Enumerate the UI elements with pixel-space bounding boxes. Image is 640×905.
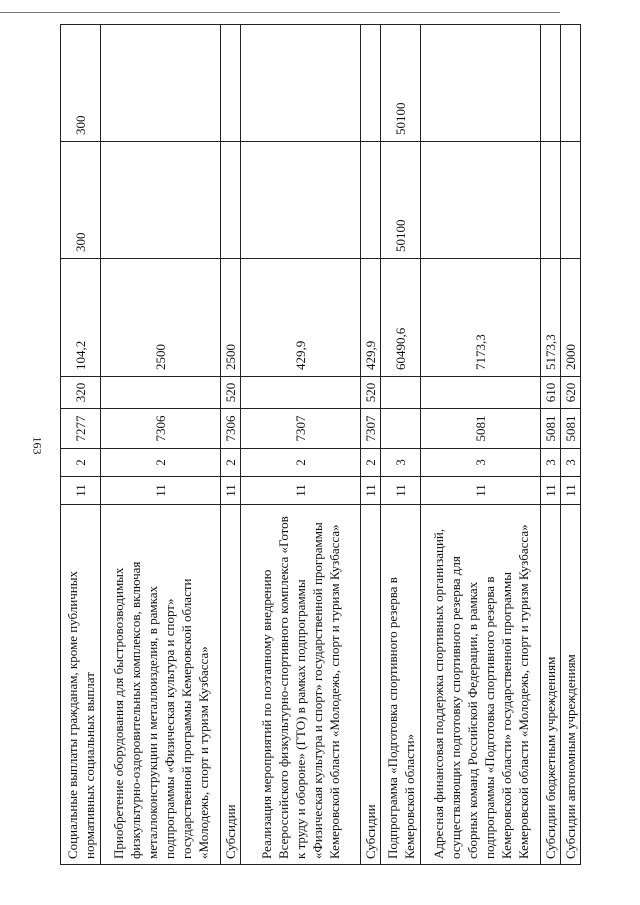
amount-year-1: 429,9 [361,259,381,377]
table-row [221,25,241,865]
row-description: Субсидии [361,505,381,865]
expense-type-code [421,377,541,409]
section-code: 11 [61,477,101,505]
table-row [241,25,361,865]
subsection-code: 3 [381,449,421,477]
amount-year-1: 2500 [101,259,221,377]
amount-year-1: 2000 [561,259,581,377]
budget-table [60,24,581,865]
expense-type-code [101,377,221,409]
amount-year-1: 104,2 [61,259,101,377]
subsection-code: 2 [221,449,241,477]
section-code: 11 [221,477,241,505]
amount-year-2 [221,142,241,259]
amount-year-2 [541,142,561,259]
row-description: Социальные выплаты гражданам, кроме публичных нормативных социальных выплат [61,505,101,865]
row-description: Субсидии [221,505,241,865]
target-article-code: 5081 [421,409,541,449]
table-row [421,25,541,865]
subsection-code: 3 [561,449,581,477]
expense-type-code: 520 [361,377,381,409]
amount-year-3 [421,25,541,142]
row-description: Адресная финансовая поддержка спортивных организаций, осуществляющих подготовку спортивного резерва для сборных команд Российской Федерации, в рамках подпрограммы «Подготовка спортивного резерва в Кемеровской области» государственной программы Кемеровской области «Молодежь, спорт и туризм Кузбасса» [421,505,541,865]
expense-type-code: 320 [61,377,101,409]
table-row [61,25,101,865]
amount-year-3 [241,25,361,142]
amount-year-2 [241,142,361,259]
amount-year-1: 429,9 [241,259,361,377]
amount-year-3 [361,25,381,142]
row-description: Субсидии бюджетным учреждениям [541,505,561,865]
table-body [61,25,581,865]
amount-year-1: 7173,3 [421,259,541,377]
expense-type-code [381,377,421,409]
subsection-code: 2 [361,449,381,477]
amount-year-2: 300 [61,142,101,259]
target-article-code: 7277 [61,409,101,449]
subsection-code: 2 [61,449,101,477]
table-row [381,25,421,865]
amount-year-1: 60490,6 [381,259,421,377]
amount-year-1: 5173,3 [541,259,561,377]
subsection-code: 2 [241,449,361,477]
amount-year-2 [561,142,581,259]
subsection-code: 2 [101,449,221,477]
page-number: 163 [30,436,45,455]
row-description: Субсидии автономным учреждениям [561,505,581,865]
row-description: Подпрограмма «Подготовка спортивного резерва в Кемеровской области» [381,505,421,865]
target-article-code: 7306 [221,409,241,449]
target-article-code: 5081 [541,409,561,449]
target-article-code: 7307 [361,409,381,449]
amount-year-3: 50100 [381,25,421,142]
amount-year-3 [101,25,221,142]
table-row [561,25,581,865]
section-code: 11 [561,477,581,505]
target-article-code: 7306 [101,409,221,449]
amount-year-3 [221,25,241,142]
section-code: 11 [241,477,361,505]
expense-type-code: 610 [541,377,561,409]
table-row [541,25,561,865]
row-description: Приобретение оборудования для быстровозводимых физкультурно-оздоровительных комплексов, включая металлоконструкции и металлоизделия, в рамках подпрограммы «Физическая культура и спорт» государственной программы Кемеровской области «Молодежь, спорт и туризм Кузбасса» [101,505,221,865]
row-description: Реализация мероприятий по поэтапному внедрению Всероссийского физкультурно-спортивного комплекса «Готов к труду и обороне» (ГТО) в рамках подпрограммы «Физическая культура и спорт» государственной программы Кемеровской области «Молодежь, спорт и туризм Кузбасса» [241,505,361,865]
target-article-code [381,409,421,449]
subsection-code: 3 [541,449,561,477]
section-code: 11 [421,477,541,505]
section-code: 11 [541,477,561,505]
target-article-code: 5081 [561,409,581,449]
target-article-code: 7307 [241,409,361,449]
expense-type-code [241,377,361,409]
amount-year-2 [361,142,381,259]
expense-type-code: 620 [561,377,581,409]
subsection-code: 3 [421,449,541,477]
section-code: 11 [101,477,221,505]
table-row [361,25,381,865]
table-row [101,25,221,865]
expense-type-code: 520 [221,377,241,409]
amount-year-1: 2500 [221,259,241,377]
amount-year-3 [541,25,561,142]
amount-year-3 [561,25,581,142]
rotated-page-content [60,25,578,865]
section-code: 11 [361,477,381,505]
scan-edge-line [0,12,560,13]
amount-year-2 [421,142,541,259]
amount-year-2: 50100 [381,142,421,259]
section-code: 11 [381,477,421,505]
amount-year-2 [101,142,221,259]
amount-year-3: 300 [61,25,101,142]
